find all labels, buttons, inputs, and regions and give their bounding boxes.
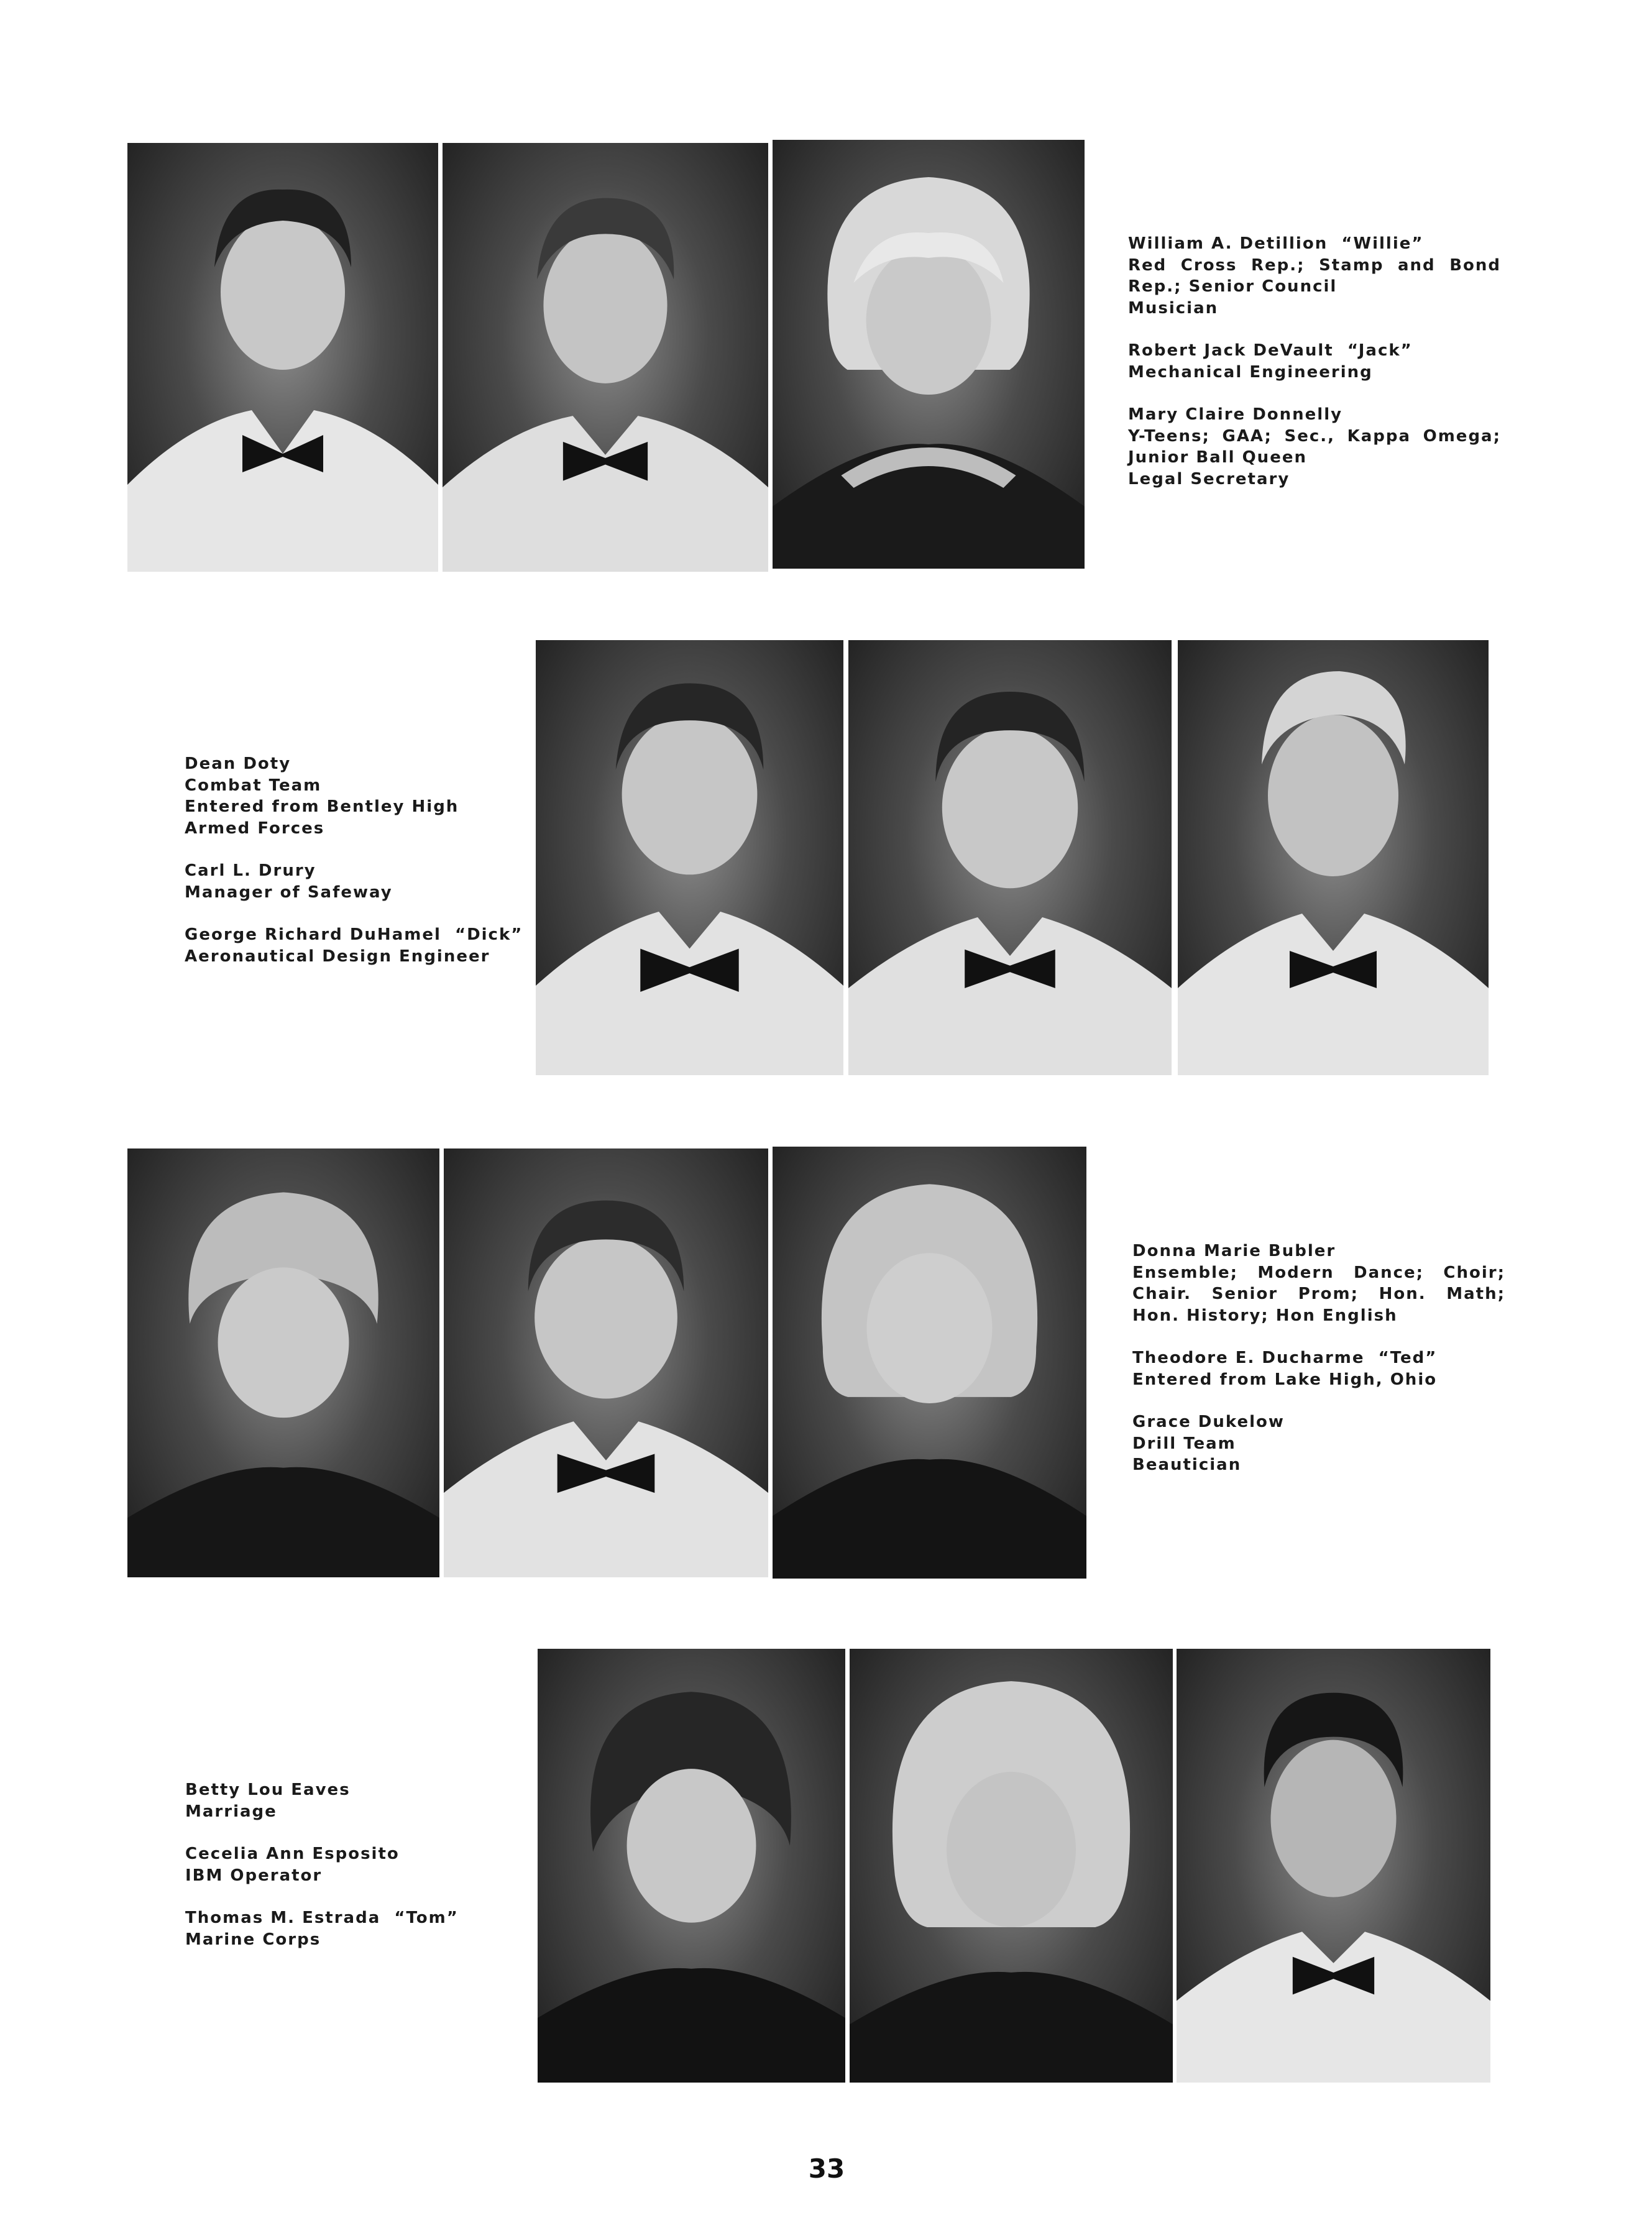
student-name: Betty Lou Eaves [185,1781,351,1799]
student-entry [1132,1411,1505,1476]
student-ambition: Beautician [1132,1456,1242,1474]
student-name: Cecelia Ann Esposito [185,1845,400,1863]
student-name: William A. Detillion “Willie” [1128,234,1424,253]
student-entry [185,1779,533,1822]
portrait-photo [1177,1649,1490,2083]
student-entry [185,1907,533,1950]
portrait-photo [443,143,768,572]
student-name: Robert Jack DeVault “Jack” [1128,341,1413,360]
student-ambition: Marine Corps [185,1930,321,1949]
caption-block-row-3 [1132,1240,1505,1497]
student-activities: Red Cross Rep.; Stamp and Bond Rep.; Senior Council [1128,255,1501,296]
student-name: Thomas M. Estrada “Tom” [185,1909,459,1927]
student-ambition: Manager of Safeway [185,882,393,902]
student-activities: Entered from Bentley High [185,797,459,816]
student-name: Grace Dukelow [1132,1413,1285,1431]
portrait-photo [773,1147,1086,1579]
student-entry [1128,404,1501,490]
portrait-photo [850,1649,1173,2083]
portrait-photo [538,1649,845,2083]
student-activities: Ensemble; Modern Dance; Choir; Chair. Senior Prom; Hon. Math; Hon. History; Hon English [1132,1263,1505,1325]
portrait-photo [444,1148,768,1577]
student-activities: Drill Team [1132,1434,1236,1453]
portrait-photo [848,640,1172,1075]
portrait-photo [1178,640,1489,1075]
student-activities: Entered from Lake High, Ohio [1132,1370,1438,1389]
caption-block-row-4 [185,1779,533,1971]
page-number: 33 [808,2153,845,2184]
student-name: Theodore E. Ducharme “Ted” [1132,1349,1438,1367]
student-ambition: Marriage [185,1802,277,1821]
student-ambition: Aeronautical Design Engineer [185,947,490,966]
student-entry [1128,233,1501,319]
student-entry [1128,340,1501,383]
student-name: Dean Doty [185,754,291,773]
student-ambition: Legal Secretary [1128,469,1290,488]
student-name: Carl L. Drury [185,861,316,880]
student-entry [185,924,533,967]
student-entry [185,753,533,839]
portrait-photo [127,143,438,572]
student-ambition: Armed Forces [185,818,325,838]
caption-block-row-2 [185,753,533,988]
student-activities: Combat Team [185,776,322,795]
student-ambition: Mechanical Engineering [1128,362,1373,382]
caption-block-row-1 [1128,233,1501,511]
portrait-photo [773,140,1085,569]
student-entry [185,860,533,903]
student-ambition: Musician [1128,298,1219,318]
student-entry [1132,1347,1505,1390]
student-activities: Y-Teens; GAA; Sec., Kappa Omega; Junior Ball Queen [1128,426,1501,467]
student-entry [185,1843,533,1886]
portrait-photo [536,640,843,1075]
student-name: Mary Claire Donnelly [1128,405,1343,424]
student-ambition: IBM Operator [185,1866,323,1885]
student-name: Donna Marie Bubler [1132,1242,1336,1260]
student-entry [1132,1240,1505,1326]
student-name: George Richard DuHamel “Dick” [185,925,523,944]
portrait-photo [127,1148,439,1577]
